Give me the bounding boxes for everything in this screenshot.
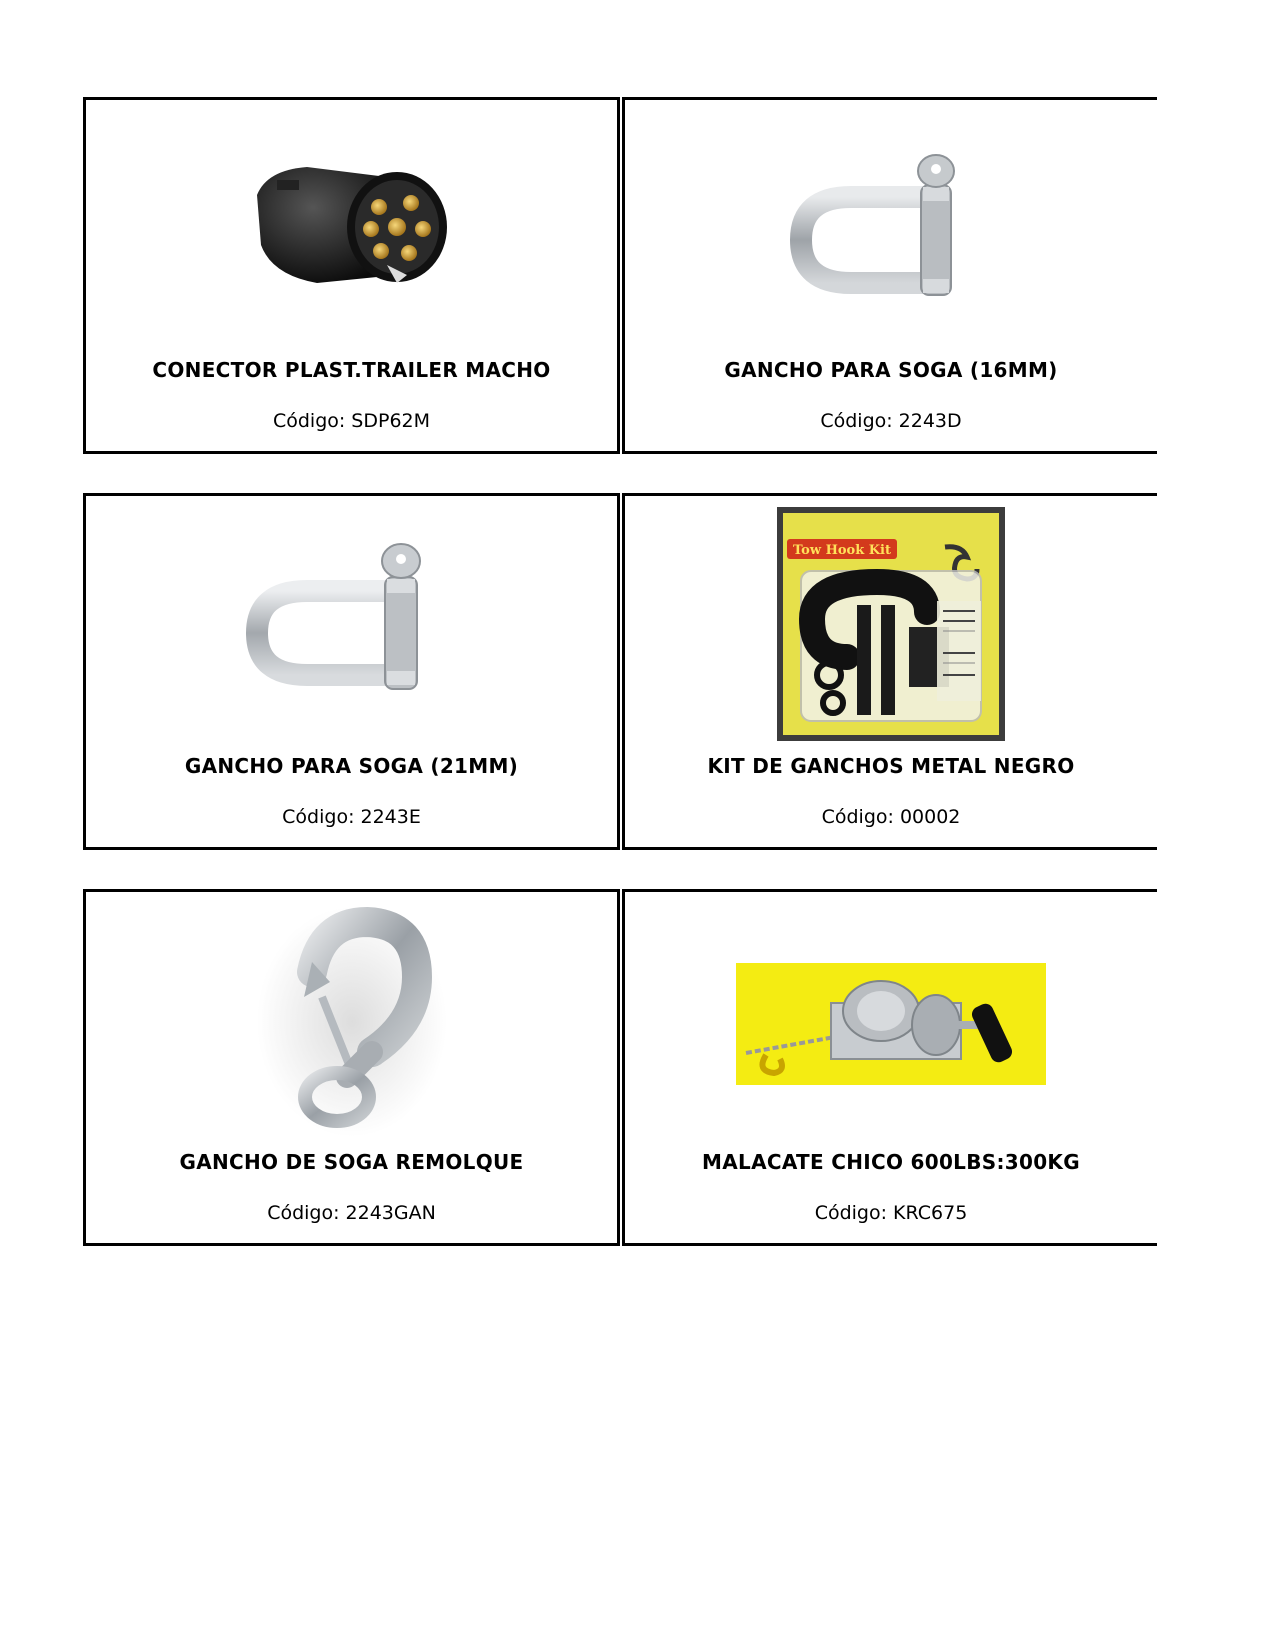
product-name: GANCHO PARA SOGA (21MM) [184, 754, 519, 778]
product-card [83, 493, 620, 850]
product-card [83, 889, 620, 1246]
hand-winch-image [625, 892, 1157, 1142]
product-card [83, 97, 620, 454]
package-label: Tow Hook Kit [793, 543, 891, 558]
shackle-image [86, 496, 617, 746]
product-code: Código: KRC675 [814, 1202, 968, 1224]
product-code: Código: 00002 [821, 806, 961, 828]
product-name: GANCHO DE SOGA REMOLQUE [179, 1150, 524, 1174]
product-code: Código: SDP62M [272, 410, 431, 432]
product-name: GANCHO PARA SOGA (16MM) [724, 358, 1058, 382]
product-code: Código: 2243E [282, 806, 421, 828]
shackle-image [625, 100, 1157, 350]
product-code: Código: 2243GAN [267, 1202, 436, 1224]
product-name: CONECTOR PLAST.TRAILER MACHO [152, 358, 551, 382]
product-code: Código: 2243D [820, 410, 962, 432]
product-card [622, 493, 1157, 850]
rope-hook-image [86, 892, 617, 1142]
product-name: MALACATE CHICO 600LBS:300KG [702, 1150, 1080, 1174]
product-name: KIT DE GANCHOS METAL NEGRO [707, 754, 1075, 778]
tow-hook-kit-image [625, 496, 1157, 746]
product-card [622, 97, 1157, 454]
product-card [622, 889, 1157, 1246]
trailer-connector-image [86, 100, 617, 350]
